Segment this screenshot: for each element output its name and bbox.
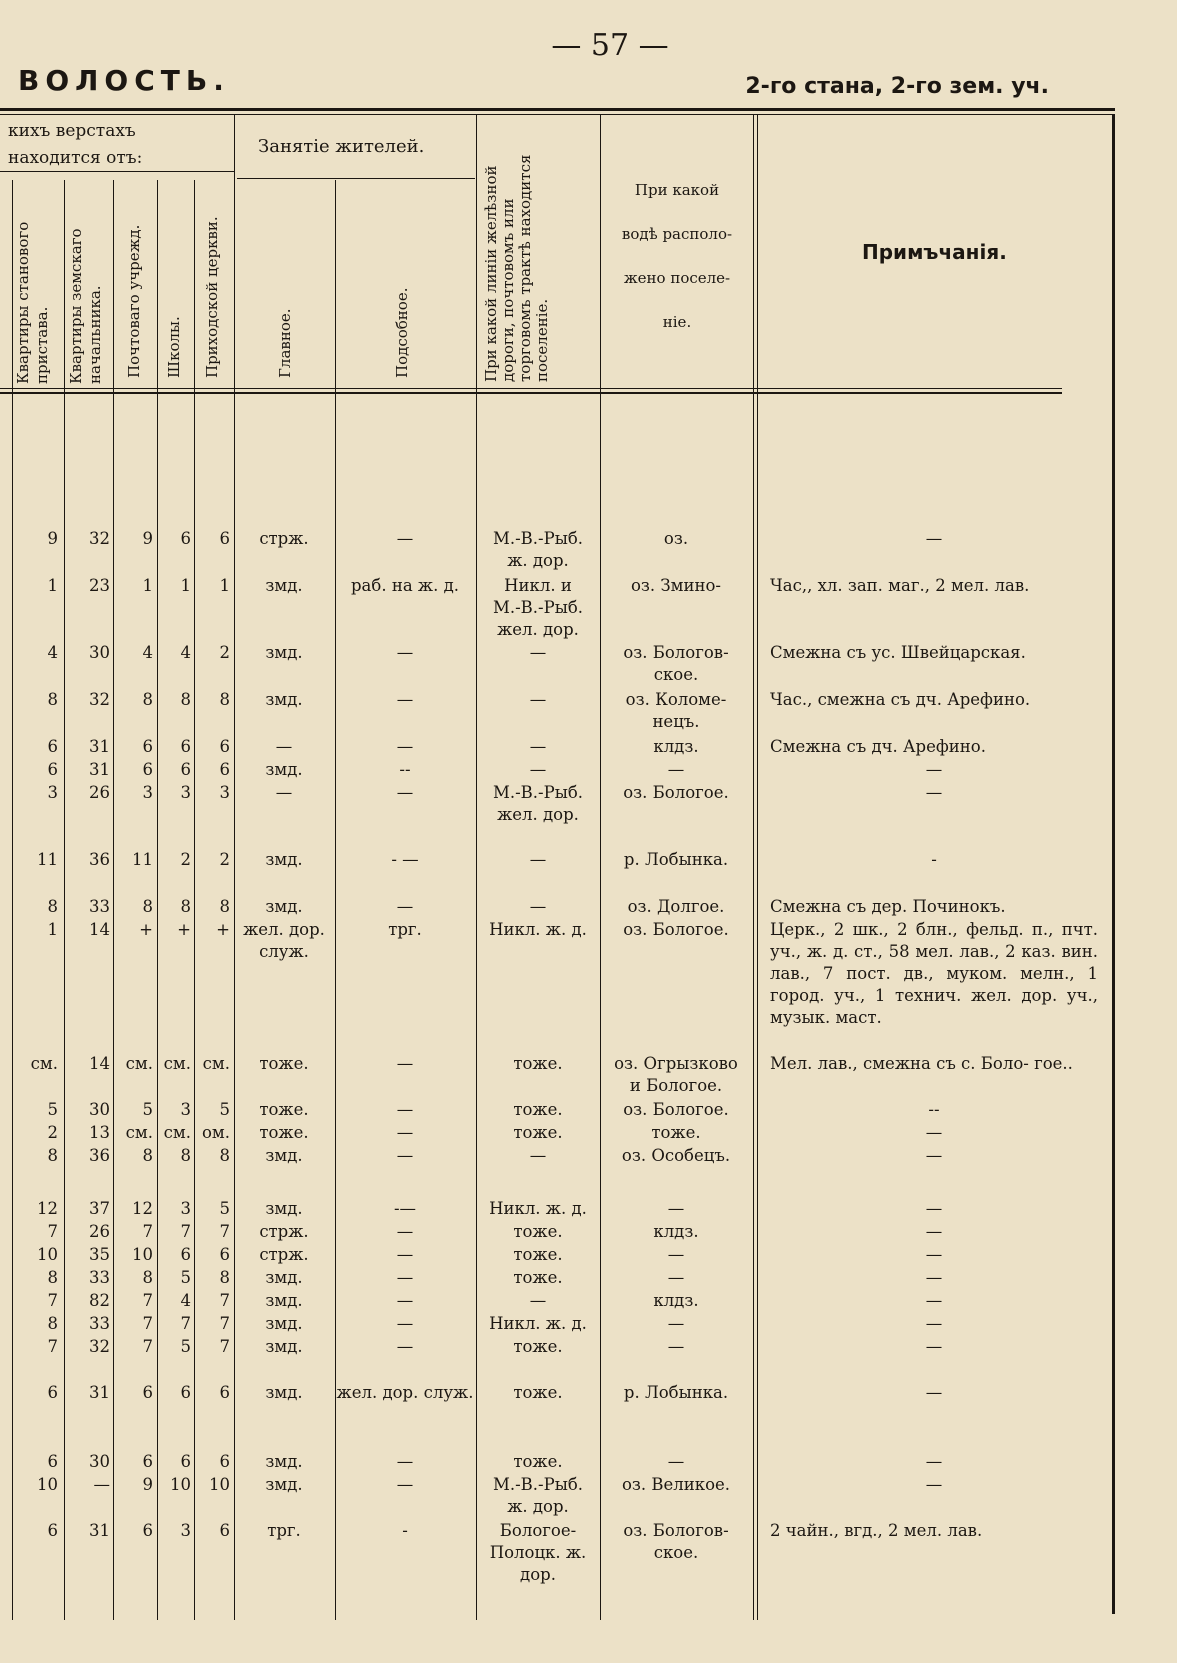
cell-sec: — [396, 783, 414, 802]
cell-stan: 8 [47, 897, 58, 916]
cell-stan: см. [30, 1054, 58, 1073]
cell-post: 7 [142, 1314, 153, 1333]
top-rule [0, 108, 1115, 111]
cell-school: 6 [180, 737, 191, 756]
cell-road: тоже. [513, 1100, 563, 1119]
cell-sec: — [396, 1452, 414, 1471]
cell-water: оз. [663, 529, 689, 548]
cell-church: 2 [219, 643, 230, 662]
cell-note: Час., смежна съ дч. Арефино. [770, 690, 1031, 709]
cell-water: оз. Великое. [621, 1475, 731, 1494]
cell-church: 3 [219, 783, 230, 802]
cell-road: — [529, 897, 547, 916]
cell-school: 2 [180, 850, 191, 869]
cell-zem: 35 [89, 1245, 110, 1264]
cell-school: 5 [180, 1337, 191, 1356]
cell-road: — [529, 850, 547, 869]
distance-group-title-1: кихъ верстахъ [8, 121, 136, 141]
cell-road: — [529, 1291, 547, 1310]
cell-post: 5 [142, 1100, 153, 1119]
cell-main: змд. [265, 850, 303, 869]
cell-zem: 26 [89, 783, 110, 802]
cell-note: — [925, 1475, 943, 1494]
cell-post: 8 [142, 690, 153, 709]
cell-note: -- [928, 1100, 940, 1119]
cell-post: 12 [132, 1199, 153, 1218]
cell-main: змд. [265, 1383, 303, 1402]
cell-school: 10 [170, 1475, 191, 1494]
header-notes: Примъчанія. [862, 240, 1007, 264]
cell-main: змд. [265, 690, 303, 709]
cell-post: см. [125, 1054, 153, 1073]
cell-zem: 14 [89, 1054, 110, 1073]
cell-main: стрж. [259, 1222, 309, 1241]
cell-school: 6 [180, 760, 191, 779]
cell-sec: — [396, 1123, 414, 1142]
cell-stan: 8 [47, 690, 58, 709]
cell-road: Никл. и М.-В.-Рыб. жел. дор. [492, 576, 584, 639]
cell-school: 3 [180, 783, 191, 802]
cell-post: + [139, 920, 153, 939]
cell-church: см. [202, 1054, 230, 1073]
page-number: — 57 — [551, 28, 669, 63]
header-church: Приходской церкви. [203, 216, 221, 378]
cell-water: оз. Бологое. [623, 783, 729, 802]
cell-note: — [925, 1268, 943, 1287]
cell-post: 4 [142, 643, 153, 662]
cell-note: 2 чайн., вгд., 2 мел. лав. [770, 1521, 983, 1540]
cell-road: тоже. [513, 1054, 563, 1073]
cell-main: — [275, 737, 293, 756]
cell-church: 8 [219, 690, 230, 709]
cell-school: 8 [180, 897, 191, 916]
cell-stan: 10 [37, 1245, 58, 1264]
cell-road: Бологое- Полоцк. ж. дор. [489, 1521, 587, 1584]
header-water-line: жено поселе- [623, 269, 731, 287]
cell-zem: 33 [89, 897, 110, 916]
cell-road: тоже. [513, 1268, 563, 1287]
cell-church: 6 [219, 1521, 230, 1540]
cell-zem: 31 [89, 737, 110, 756]
cell-water: — [667, 1245, 685, 1264]
cell-road: Никл. ж. д. [489, 920, 587, 939]
cell-church: 7 [219, 1291, 230, 1310]
cell-stan: 8 [47, 1146, 58, 1165]
cell-stan: 6 [47, 760, 58, 779]
cell-post: 6 [142, 737, 153, 756]
cell-note: — [925, 1314, 943, 1333]
cell-post: 7 [142, 1222, 153, 1241]
cell-school: 3 [180, 1521, 191, 1540]
cell-zem: 30 [89, 643, 110, 662]
cell-zem: 37 [89, 1199, 110, 1218]
cell-water: р. Лобынка. [623, 1383, 729, 1402]
cell-church: 7 [219, 1222, 230, 1241]
cell-school: 3 [180, 1100, 191, 1119]
cell-note: — [925, 529, 943, 548]
cell-school: 6 [180, 1452, 191, 1471]
cell-church: ом. [201, 1123, 230, 1142]
cell-zem: 32 [89, 529, 110, 548]
header-water [600, 168, 754, 344]
cell-stan: 10 [37, 1475, 58, 1494]
cell-road: — [529, 737, 547, 756]
cell-church: + [216, 920, 230, 939]
header-zem: Квартиры земскаго начальника. [67, 228, 104, 384]
cell-post: см. [125, 1123, 153, 1142]
cell-road: тоже. [513, 1245, 563, 1264]
cell-sec: — [396, 1475, 414, 1494]
cell-note: — [925, 783, 943, 802]
cell-school: 6 [180, 1245, 191, 1264]
cell-church: 6 [219, 1245, 230, 1264]
cell-road: тоже. [513, 1123, 563, 1142]
cell-zem: 13 [89, 1123, 110, 1142]
cell-church: 8 [219, 897, 230, 916]
cell-zem: 31 [89, 1383, 110, 1402]
header-water-line: водѣ располо- [621, 225, 733, 243]
cell-note: Церк., 2 шк., 2 блн., фельд. п., пчт. уч., ж. д. ст., 58 мел. лав., 2 каз. вин. лав., 7 пост. дв., муком. мелн., 1 город. уч., 1 технич. жел. дор. уч., музык. маст. [770, 920, 1098, 1027]
cell-sec: жел. дор. служ. [336, 1383, 474, 1402]
cell-sec: - [402, 1521, 408, 1540]
cell-water: р. Лобынка. [623, 850, 729, 869]
cell-zem: 36 [89, 850, 110, 869]
cell-school: 6 [180, 529, 191, 548]
cell-note: — [925, 1452, 943, 1471]
cell-stan: 3 [47, 783, 58, 802]
cell-note: — [925, 1123, 943, 1142]
cell-road: Никл. ж. д. [489, 1314, 587, 1333]
cell-note: — [925, 1146, 943, 1165]
cell-sec: — [396, 1222, 414, 1241]
cell-post: 8 [142, 1146, 153, 1165]
cell-water: клдз. [653, 737, 699, 756]
cell-school: 1 [180, 576, 191, 595]
cell-post: 9 [142, 529, 153, 548]
occupation-group-title: Занятіе жителей. [258, 136, 425, 157]
cell-main: тоже. [259, 1054, 309, 1073]
cell-school: см. [163, 1054, 191, 1073]
cell-church: 8 [219, 1146, 230, 1165]
cell-road: тоже. [513, 1222, 563, 1241]
cell-post: 11 [132, 850, 153, 869]
cell-note: — [925, 1337, 943, 1356]
cell-stan: 8 [47, 1314, 58, 1333]
cell-zem: — [93, 1475, 110, 1494]
cell-zem: 26 [89, 1222, 110, 1241]
cell-church: 2 [219, 850, 230, 869]
cell-road: тоже. [513, 1452, 563, 1471]
cell-church: 6 [219, 1383, 230, 1402]
cell-post: 6 [142, 1452, 153, 1471]
cell-post: 8 [142, 897, 153, 916]
cell-post: 6 [142, 760, 153, 779]
cell-water: оз. Долгое. [627, 897, 725, 916]
header-water-line: ніе. [662, 313, 692, 331]
cell-water: — [667, 1452, 685, 1471]
cell-post: 7 [142, 1337, 153, 1356]
cell-note: Смежна съ ус. Швейцарская. [770, 643, 1026, 662]
cell-stan: 7 [47, 1291, 58, 1310]
header-secondary: Подсобное. [393, 287, 411, 378]
cell-sec: — [396, 1337, 414, 1356]
header-main: Главное. [276, 308, 294, 378]
cell-main: змд. [265, 1475, 303, 1494]
cell-main: змд. [265, 1452, 303, 1471]
cell-post: 6 [142, 1383, 153, 1402]
cell-stan: 6 [47, 737, 58, 756]
right-border-rule [1112, 114, 1115, 1614]
cell-main: змд. [265, 1146, 303, 1165]
cell-zem: 30 [89, 1452, 110, 1471]
cell-zem: 23 [89, 576, 110, 595]
cell-zem: 31 [89, 1521, 110, 1540]
cell-road: тоже. [513, 1383, 563, 1402]
cell-sec: — [396, 1245, 414, 1264]
cell-stan: 9 [47, 529, 58, 548]
cell-water: клдз. [653, 1291, 699, 1310]
cell-school: 8 [180, 1146, 191, 1165]
cell-water: оз. Огрызково и Бологое. [614, 1054, 738, 1095]
cell-main: трг. [267, 1521, 301, 1540]
cell-zem: 14 [89, 920, 110, 939]
cell-water: тоже. [651, 1123, 701, 1142]
cell-main: змд. [265, 576, 303, 595]
cell-note: Час,, хл. зап. маг., 2 мел. лав. [770, 576, 1030, 595]
cell-sec: раб. на ж. д. [351, 576, 459, 595]
cell-stan: 6 [47, 1452, 58, 1471]
cell-stan: 12 [37, 1199, 58, 1218]
cell-road: Никл. ж. д. [489, 1199, 587, 1218]
cell-sec: — [396, 1314, 414, 1333]
cell-main: змд. [265, 1291, 303, 1310]
cell-main: змд. [265, 1314, 303, 1333]
cell-road: — [529, 690, 547, 709]
cell-main: стрж. [259, 1245, 309, 1264]
cell-main: змд. [265, 643, 303, 662]
cell-sec: -- [399, 760, 411, 779]
cell-church: 8 [219, 1268, 230, 1287]
distance-group-title-2: находится отъ: [8, 148, 143, 168]
cell-school: + [177, 920, 191, 939]
cell-zem: 33 [89, 1314, 110, 1333]
cell-post: 8 [142, 1268, 153, 1287]
header-bottom-rule-1 [0, 388, 1062, 389]
cell-note: Смежна съ дч. Арефино. [770, 737, 986, 756]
cell-main: змд. [265, 760, 303, 779]
cell-church: 5 [219, 1100, 230, 1119]
header-post: Почтоваго учрежд. [125, 224, 143, 378]
header-school: Школы. [165, 316, 183, 378]
cell-school: 4 [180, 643, 191, 662]
cell-church: 6 [219, 737, 230, 756]
cell-sec: — [396, 1054, 414, 1073]
cell-church: 7 [219, 1337, 230, 1356]
cell-road: М.-В.-Рыб. ж. дор. [492, 529, 584, 570]
cell-water: оз. Бологое. [623, 920, 729, 939]
cell-post: 6 [142, 1521, 153, 1540]
cell-road: М.-В.-Рыб. жел. дор. [492, 783, 584, 824]
top-rule-thin [0, 114, 1115, 115]
cell-sec: — [396, 529, 414, 548]
cell-road: — [529, 1146, 547, 1165]
cell-church: 5 [219, 1199, 230, 1218]
cell-note: Смежна съ дер. Починокъ. [770, 897, 1006, 916]
cell-zem: 32 [89, 690, 110, 709]
occupation-group-rule [237, 178, 475, 179]
col-rule [757, 114, 758, 1620]
cell-school: 6 [180, 1383, 191, 1402]
cell-church: 6 [219, 529, 230, 548]
cell-road: — [529, 760, 547, 779]
cell-sec: — [396, 690, 414, 709]
header-road: При какой линіи желѣзной дороги, почтовомъ или торговомъ трактѣ находится поселеніе. [482, 154, 551, 382]
cell-note: — [925, 1199, 943, 1218]
cell-water: — [667, 1199, 685, 1218]
cell-post: 1 [142, 576, 153, 595]
cell-note: — [925, 1222, 943, 1241]
cell-stan: 6 [47, 1521, 58, 1540]
cell-stan: 7 [47, 1222, 58, 1241]
cell-stan: 2 [47, 1123, 58, 1142]
cell-water: оз. Бологое. [623, 1100, 729, 1119]
cell-stan: 4 [47, 643, 58, 662]
cell-sec: — [396, 897, 414, 916]
cell-note: — [925, 1291, 943, 1310]
cell-sec: — [396, 1146, 414, 1165]
cell-church: 10 [209, 1475, 230, 1494]
cell-note: — [925, 1245, 943, 1264]
cell-sec: — [396, 1100, 414, 1119]
cell-main: жел. дор. служ. [243, 920, 325, 961]
cell-stan: 5 [47, 1100, 58, 1119]
cell-school: 8 [180, 690, 191, 709]
cell-water: оз. Бологов- ское. [623, 643, 729, 684]
cell-sec: -— [393, 1199, 417, 1218]
cell-post: 10 [132, 1245, 153, 1264]
cell-school: 7 [180, 1314, 191, 1333]
cell-school: 4 [180, 1291, 191, 1310]
cell-zem: 82 [89, 1291, 110, 1310]
cell-road: М.-В.-Рыб. ж. дор. [492, 1475, 584, 1516]
cell-zem: 31 [89, 760, 110, 779]
cell-main: стрж. [259, 529, 309, 548]
cell-school: 5 [180, 1268, 191, 1287]
cell-water: — [667, 1337, 685, 1356]
cell-sec: — [396, 643, 414, 662]
cell-school: см. [163, 1123, 191, 1142]
cell-zem: 30 [89, 1100, 110, 1119]
cell-stan: 1 [47, 920, 58, 939]
cell-water: оз. Бологов- ское. [623, 1521, 729, 1562]
cell-sec: трг. [388, 920, 422, 939]
cell-church: 6 [219, 1452, 230, 1471]
header-water-line: При какой [634, 181, 720, 199]
cell-sec: — [396, 1268, 414, 1287]
cell-stan: 8 [47, 1268, 58, 1287]
header-bottom-rule-2 [0, 392, 1062, 394]
cell-church: 6 [219, 760, 230, 779]
cell-road: — [529, 643, 547, 662]
cell-note: Мел. лав., смежна съ с. Боло- гое.. [770, 1054, 1073, 1073]
cell-stan: 1 [47, 576, 58, 595]
cell-main: тоже. [259, 1123, 309, 1142]
cell-water: — [667, 1314, 685, 1333]
cell-water: оз. Змино- [630, 576, 722, 595]
cell-sec: - — [391, 850, 419, 869]
cell-zem: 32 [89, 1337, 110, 1356]
cell-school: 7 [180, 1222, 191, 1241]
cell-note: — [925, 1383, 943, 1402]
right-running-title: 2-го стана, 2-го зем. уч. [745, 74, 1049, 99]
cell-stan: 7 [47, 1337, 58, 1356]
cell-stan: 6 [47, 1383, 58, 1402]
cell-note: - [931, 850, 937, 869]
cell-water: оз. Особецъ. [621, 1146, 731, 1165]
cell-water: клдз. [653, 1222, 699, 1241]
cell-water: — [667, 1268, 685, 1287]
cell-church: 7 [219, 1314, 230, 1333]
cell-post: 3 [142, 783, 153, 802]
cell-post: 7 [142, 1291, 153, 1310]
cell-school: 3 [180, 1199, 191, 1218]
cell-post: 9 [142, 1475, 153, 1494]
cell-main: змд. [265, 897, 303, 916]
cell-zem: 33 [89, 1268, 110, 1287]
cell-water: оз. Коломе- нецъ. [625, 690, 727, 731]
cell-stan: 11 [37, 850, 58, 869]
left-running-title: ВОЛОСТЬ. [18, 64, 230, 97]
cell-note: — [925, 760, 943, 779]
cell-zem: 36 [89, 1146, 110, 1165]
header-stan: Квартиры станового пристава. [14, 221, 51, 384]
cell-main: змд. [265, 1337, 303, 1356]
cell-main: тоже. [259, 1100, 309, 1119]
cell-main: змд. [265, 1268, 303, 1287]
cell-main: змд. [265, 1199, 303, 1218]
cell-sec: — [396, 1291, 414, 1310]
cell-church: 1 [219, 576, 230, 595]
cell-main: — [275, 783, 293, 802]
cell-water: — [667, 760, 685, 779]
cell-sec: — [396, 737, 414, 756]
cell-road: тоже. [513, 1337, 563, 1356]
